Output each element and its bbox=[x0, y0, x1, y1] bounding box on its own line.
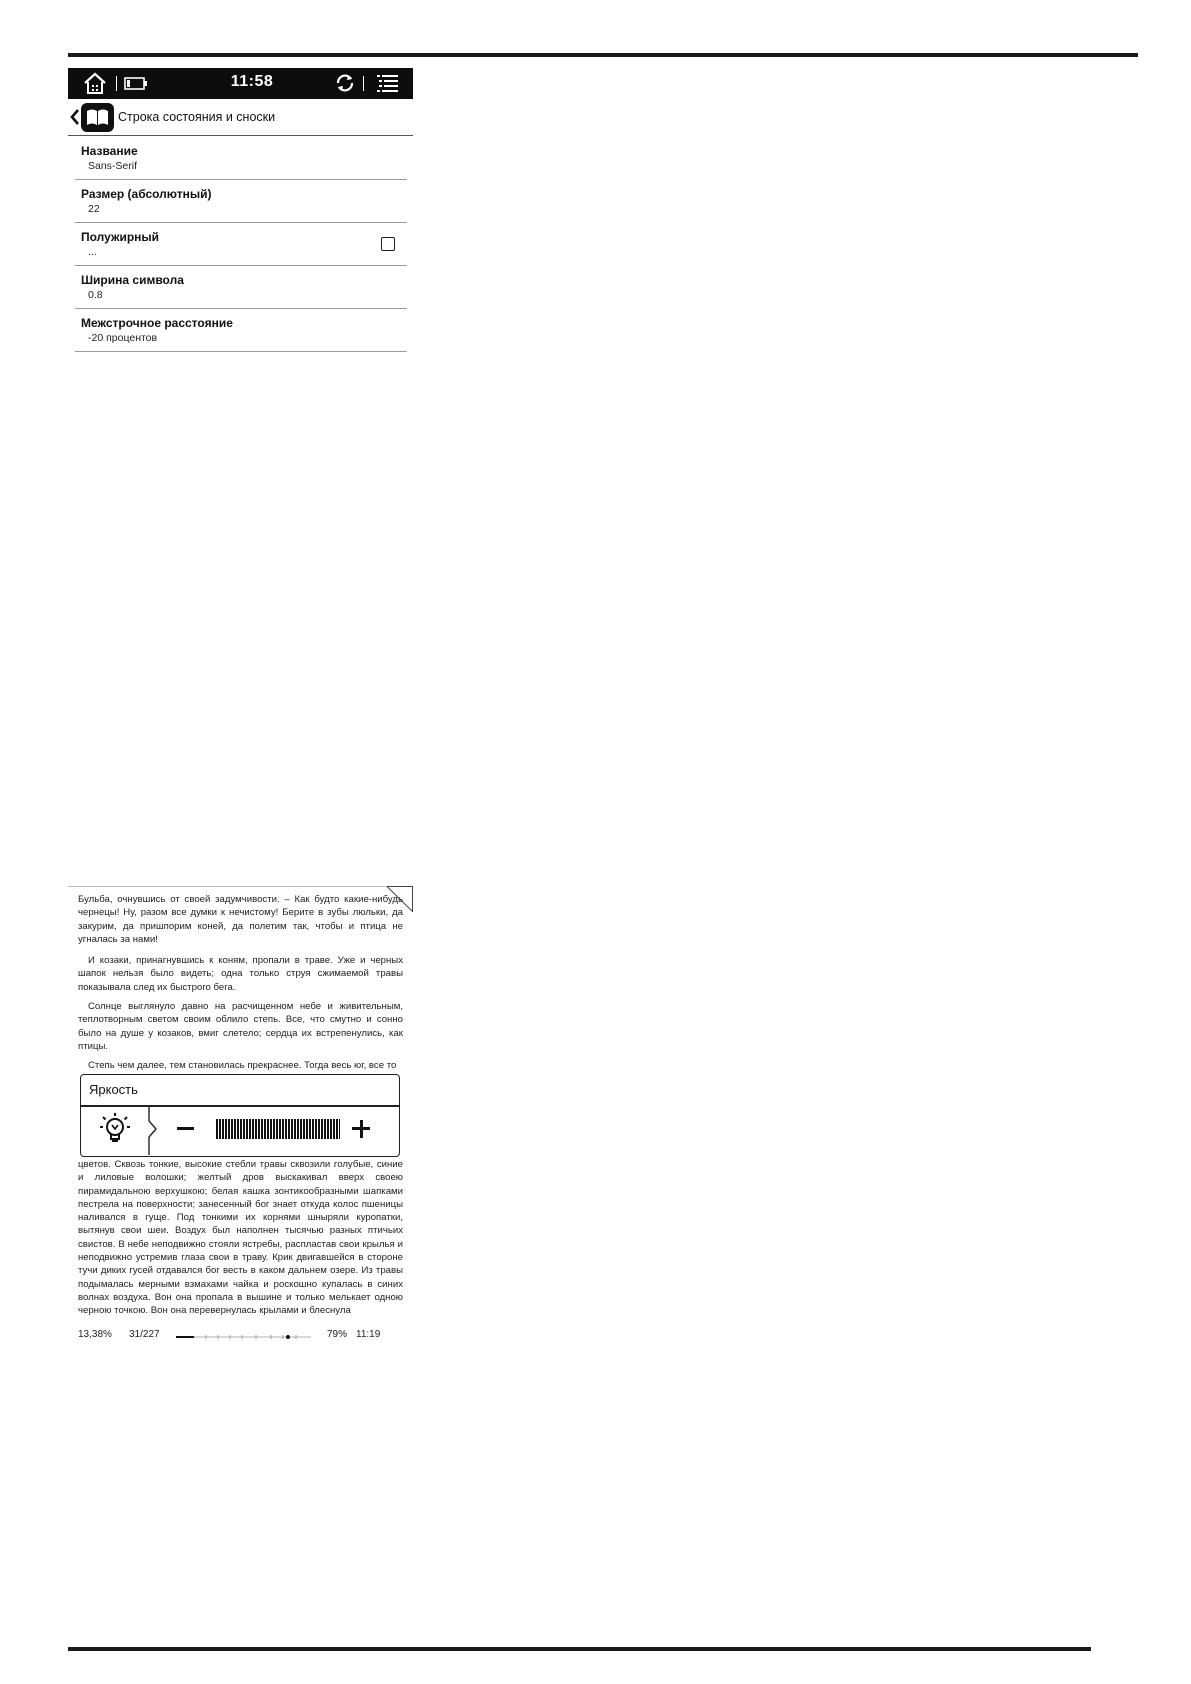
setting-row-bold[interactable] bbox=[75, 222, 407, 266]
brightness-divider bbox=[81, 1105, 399, 1107]
home-icon[interactable] bbox=[83, 72, 107, 100]
text-paragraph: Степь чем далее, тем становилась прекраснее. Тогда весь юг, все то bbox=[88, 1060, 397, 1071]
setting-label: Размер (абсолютный) bbox=[81, 187, 212, 201]
battery-percent: 79% bbox=[327, 1329, 348, 1340]
text-paragraph: Бульба, очнувшись от своей задумчивости. – Как будто какие-нибудь чернецы! Ну, разом все думки к нечистому! Берите в зубы люльки, да закурим, да пришпорим коней, да полетим так, чтобы и птица не угналась за нами! bbox=[78, 894, 403, 945]
setting-value: 0.8 bbox=[88, 289, 103, 301]
minus-icon[interactable] bbox=[177, 1127, 194, 1130]
setting-value: Sans-Serif bbox=[88, 160, 138, 172]
brightness-panel bbox=[80, 1074, 400, 1157]
menu-icon[interactable] bbox=[377, 74, 399, 98]
setting-label: Полужирный bbox=[81, 230, 160, 244]
settings-screenshot bbox=[68, 68, 413, 358]
plus-icon[interactable] bbox=[360, 1120, 363, 1138]
settings-header bbox=[68, 99, 413, 136]
reader-screenshot bbox=[68, 886, 413, 1349]
bulb-icon[interactable] bbox=[98, 1111, 132, 1150]
text-paragraph: Солнце выглянуло давно на расчищенном небе и живительным, теплотворным светом своим облило степь. Все, что смутно и сонно было на душе у козаков, вмиг слетело; сердца их встрепенулись, как птицы. bbox=[78, 1001, 403, 1052]
back-icon[interactable] bbox=[70, 108, 80, 131]
status-time: 11:58 bbox=[230, 73, 274, 90]
settings-title: Строка состояния и сноски bbox=[118, 110, 276, 124]
book-icon bbox=[81, 103, 114, 132]
reader-footer bbox=[68, 1329, 413, 1345]
setting-row-char-width[interactable] bbox=[75, 265, 407, 309]
sync-icon[interactable] bbox=[334, 72, 356, 99]
setting-row-font-name[interactable] bbox=[75, 136, 407, 180]
setting-label: Название bbox=[81, 144, 138, 158]
page-counter: 31/227 bbox=[129, 1329, 160, 1340]
text-paragraph: И козаки, принагнувшись к коням, пропали в траве. Уже и черных шапок нельзя было видеть; одна только струя сжимаемой травы показывала след их быстрого бега. bbox=[78, 955, 403, 993]
setting-value: 22 bbox=[88, 203, 100, 215]
reading-progress-bar[interactable] bbox=[176, 1334, 311, 1340]
percent-read: 13,38% bbox=[78, 1329, 112, 1340]
page-top-line bbox=[68, 886, 393, 887]
status-bar bbox=[68, 68, 413, 99]
brightness-slider[interactable] bbox=[216, 1119, 340, 1139]
brightness-separator bbox=[148, 1107, 158, 1160]
bold-checkbox[interactable] bbox=[381, 237, 395, 251]
bottom-rule bbox=[68, 1647, 1091, 1651]
setting-value: ... bbox=[88, 246, 97, 258]
setting-label: Ширина символа bbox=[81, 273, 184, 287]
text-paragraph: цветов. Сквозь тонкие, высокие стебли травы сквозили голубые, синие и лиловые волошки; желтый дров выскакивал вверх своею пирамидальною верхушкою; белая кашка зонтикообразными шапками пестрела на поверхности; занесенный бог знает откуда колос пшеницы наливался в гуще. Под тонкими их корнями шныряли куропатки, вытянув свои шеи. Воздух был наполнен тысячью разных птичьих свистов. В небе неподвижно стояли ястребы, распластав свои крылья и неподвижно устремив глаза свои в траву. Крик двигавшейся в стороне тучи диких гусей отдавался бог весть в каком дальнем озере. Из травы подымалась мерными взмахами чайка и роскошно купалась в синих волнах воздуха. Вон она пропала в вышине и только мелькает одною черною точкою. Вон она перевернулась крылами и блеснула bbox=[78, 1159, 403, 1317]
top-rule bbox=[68, 53, 1138, 57]
status-separator bbox=[116, 76, 117, 91]
setting-row-line-spacing[interactable] bbox=[75, 308, 407, 352]
reader-time: 11:19 bbox=[356, 1329, 381, 1340]
setting-label: Межстрочное расстояние bbox=[81, 316, 233, 330]
battery-icon bbox=[124, 77, 148, 95]
brightness-title: Яркость bbox=[89, 1082, 138, 1097]
setting-row-font-size[interactable] bbox=[75, 179, 407, 223]
status-separator bbox=[363, 76, 364, 91]
setting-value: -20 процентов bbox=[88, 332, 158, 344]
